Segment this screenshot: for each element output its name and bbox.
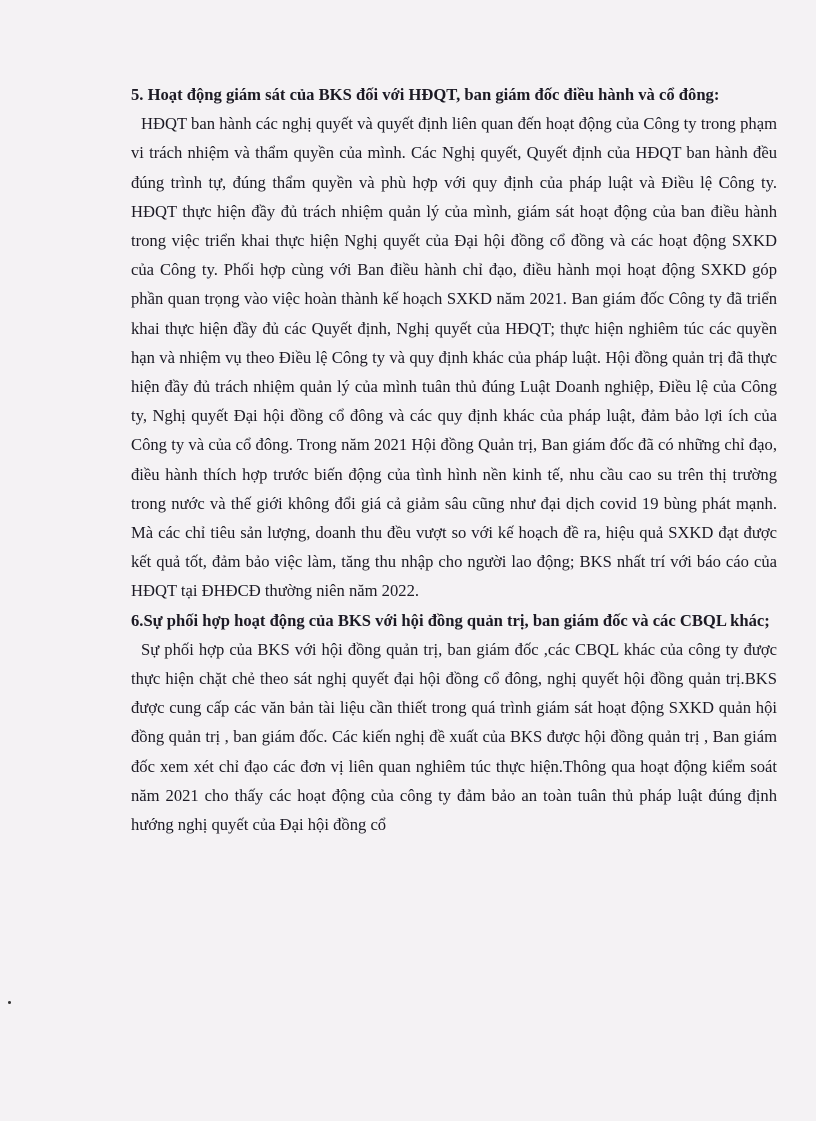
- section-5-paragraph: HĐQT ban hành các nghị quyết và quyết định liên quan đến hoạt động của Công ty trong phạm vi trách nhiệm và thẩm quyền của mình. Các Nghị quyết, Quyết định của HĐQT ban hành đều đúng trình tự, đúng thẩm quyền và phù hợp với quy định của pháp luật và Điều lệ Công ty. HĐQT thực hiện đầy đủ trách nhiệm quản lý của mình, giám sát hoạt động của ban điều hành trong việc triển khai thực hiện Nghị quyết của Đại hội đồng cổ đồng và các hoạt động SXKD của Công ty. Phối hợp cùng với Ban điều hành chỉ đạo, điều hành mọi hoạt động SXKD góp phần quan trọng vào việc hoàn thành kế hoạch SXKD năm 2021. Ban giám đốc Công ty đã triển khai thực hiện đầy đủ các Quyết định, Nghị quyết của HĐQT; thực hiện nghiêm túc các quyền hạn và nhiệm vụ theo Điều lệ Công ty và quy định khác của pháp luật. Hội đồng quản trị đã thực hiện đầy đủ trách nhiệm quản lý của mình tuân thủ đúng Luật Doanh nghiệp, Điều lệ của Công ty, Nghị quyết Đại hội đồng cổ đông và các quy định khác của pháp luật, đảm bảo lợi ích của Công ty và của cổ đông. Trong năm 2021 Hội đồng Quản trị, Ban giám đốc đã có những chỉ đạo, điều hành thích hợp trước biến động của tình hình nền kinh tế, nhu cầu cao su trên thị trường trong nước và thế giới không đổi giá cả giảm sâu cũng như đại dịch covid 19 bùng phát mạnh. Mà các chỉ tiêu sản lượng, doanh thu đều vượt so với kế hoạch đề ra, hiệu quả SXKD đạt được kết quả tốt, đảm bảo việc làm, tăng thu nhập cho người lao động; BKS nhất trí với báo cáo của HĐQT tại ĐHĐCĐ thường niên năm 2022.: [131, 114, 777, 601]
- section-6-paragraph: Sự phối hợp của BKS với hội đồng quản trị, ban giám đốc ,các CBQL khác của công ty được thực hiện chặt chẻ theo sát nghị quyết đại hội đồng cổ đông, nghị quyết hội đồng quản trị.BKS được cung cấp các văn bản tài liệu cần thiết trong quá trình giám sát hoạt động SXKD quản hội đồng quản trị , ban giám đốc. Các kiến nghị đề xuất của BKS được hội đồng quản trị , Ban giám đốc xem xét chỉ đạo các đơn vị liên quan nghiêm túc thực hiện.Thông qua hoạt động kiểm soát năm 2021 cho thấy các hoạt động của công ty đảm bảo an toàn tuân thủ pháp luật đúng định hướng nghị quyết của Đại hội đồng cổ: [131, 639, 777, 835]
- section-6-heading: 6.Sự phối hợp hoạt động của BKS với hội đồng quản trị, ban giám đốc và các CBQL khác;: [131, 610, 770, 630]
- section-5-heading: 5. Hoạt động giám sát của BKS đối với HĐQT, ban giám đốc điều hành và cổ đông:: [131, 85, 720, 104]
- document-body: [131, 80, 777, 839]
- scan-speck: [8, 1001, 11, 1004]
